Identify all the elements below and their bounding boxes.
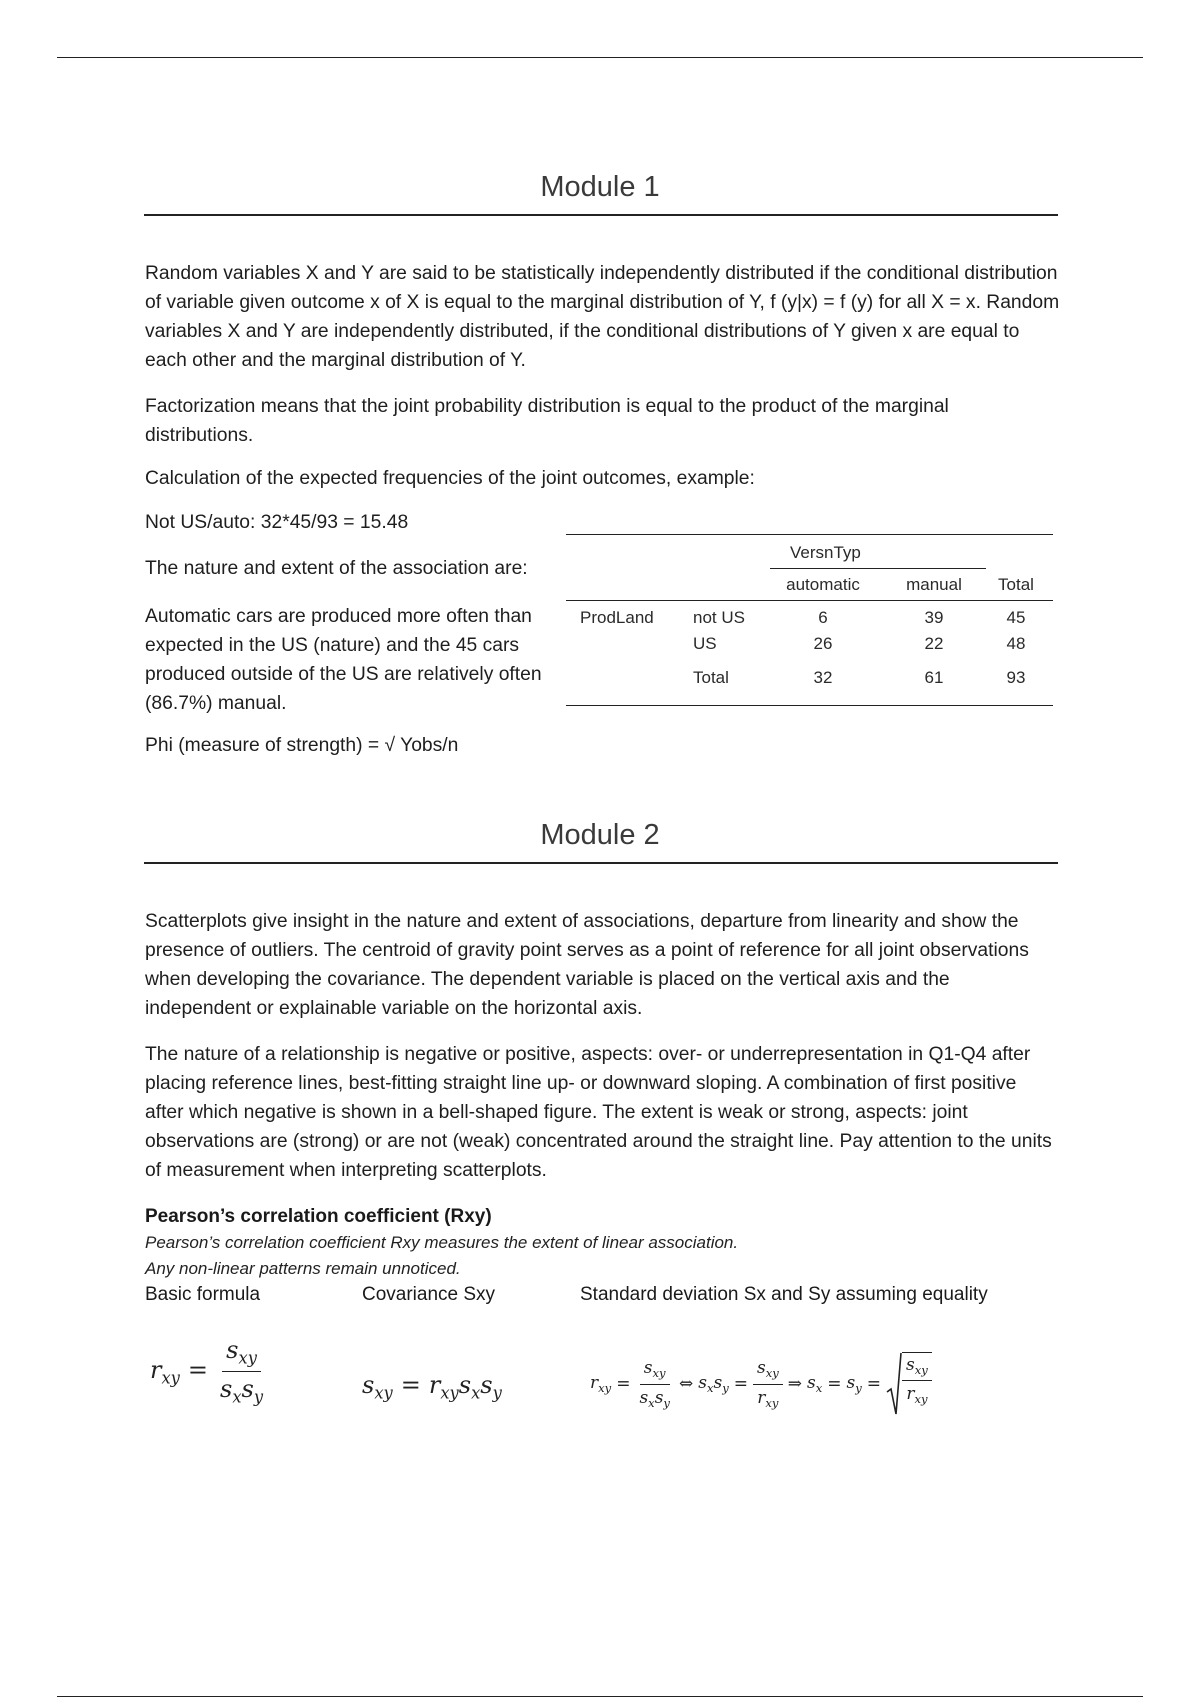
module-1-phi-formula: Phi (measure of strength) = √ Yobs/n bbox=[145, 735, 459, 756]
crosstab-col-header: Total bbox=[998, 575, 1034, 594]
page-top-rule bbox=[57, 57, 1143, 58]
crosstab-cell: 6 bbox=[818, 608, 828, 627]
crosstab-col-header: manual bbox=[906, 575, 962, 594]
crosstab-group-rule bbox=[770, 568, 986, 569]
crosstab-group-header: VersnTyp bbox=[790, 543, 861, 562]
module-1-expected-frequencies-intro: Calculation of the expected frequencies of the joint outcomes, example: bbox=[145, 468, 755, 489]
crosstab-row-label: not US bbox=[693, 608, 745, 627]
crosstab-top-rule bbox=[566, 534, 1053, 535]
crosstab-cell: 45 bbox=[1006, 608, 1026, 627]
crosstab-row-group-label: ProdLand bbox=[580, 608, 654, 627]
crosstab-header-rule bbox=[566, 600, 1053, 601]
formula-basic: $r_{xy}$ = $\frac{s_{xy}}{s_xs_y}$ bbox=[150, 1336, 264, 1407]
formula-std-dev: $r_{xy}$ = $\frac{s_{xy}}{s_xs_y}$ ⇔ $s_xs_y$ = $\frac{s_{xy}}{r_{xy}}$ ⇒ $s_x$ = $s_y$ = $\frac{s_{xy}}{r_{xy}}$ bbox=[590, 1352, 932, 1416]
module-1-association-text: Automatic cars are produced more often than expected in the US (nature) and the 45 cars produced outside of the US are relatively often (86.7%) manual. bbox=[145, 606, 542, 714]
crosstab-cell: 32 bbox=[813, 668, 833, 687]
crosstab-bottom-rule bbox=[566, 705, 1053, 706]
page-bottom-rule bbox=[57, 1696, 1143, 1697]
formula-covariance: $s_{xy} = r_{xy}s_xs_y$ bbox=[362, 1371, 502, 1403]
formula-label-std-dev: Standard deviation Sx and Sy assuming equality bbox=[580, 1284, 988, 1305]
module-1-title-rule bbox=[144, 214, 1058, 216]
crosstab-cell: 61 bbox=[924, 668, 944, 687]
module-2-title: Module 2 bbox=[540, 819, 660, 851]
crosstab-cell: 22 bbox=[924, 634, 944, 653]
module-2-paragraph-relationship: The nature of a relationship is negative or positive, aspects: over- or underrepresentation in Q1-Q4 after placing reference lines, best-fitting straight line up- or downward sloping. A combination of first positive after which negative is shown in a bell-shaped figure. The extent is weak or strong, aspects: joint observations are (strong) or are not (weak) concentrated around the straight line. Pay attention to the units of measurement when interpreting scatterplots. bbox=[145, 1044, 1052, 1181]
module-2-paragraph-scatterplots: Scatterplots give insight in the nature and extent of associations, departure from linearity and show the presence of outliers. The centroid of gravity point serves as a point of reference for all joint observations when developing the covariance. The dependent variable is placed on the vertical axis and the independent or explainable variable on the horizontal axis. bbox=[145, 911, 1029, 1019]
crosstab-cell: 26 bbox=[813, 634, 833, 653]
crosstab-cell: 93 bbox=[1006, 668, 1026, 687]
crosstab-row-label: Total bbox=[693, 668, 729, 687]
pearson-italic-note: Pearson’s correlation coefficient Rxy measures the extent of linear association. bbox=[145, 1233, 739, 1252]
crosstab-prodland-versntyp bbox=[566, 534, 1053, 709]
module-1-paragraph-factorization: Factorization means that the joint probability distribution is equal to the product of the marginal distributions. bbox=[145, 396, 949, 446]
module-1-paragraph-independence: Random variables X and Y are said to be statistically independently distributed if the conditional distribution of variable given outcome x of X is equal to the marginal distribution of Y, f (y|x) = f (y) for all X = x. Random variables X and Y are independently distributed, if the conditional distributions of Y given x are equal to each other and the marginal distribution of Y. bbox=[145, 263, 1060, 371]
crosstab-cell: 48 bbox=[1006, 634, 1026, 653]
formula-label-basic: Basic formula bbox=[145, 1284, 261, 1305]
formula-label-covariance: Covariance Sxy bbox=[362, 1284, 496, 1305]
pearson-heading: Pearson’s correlation coefficient (Rxy) bbox=[145, 1206, 492, 1227]
module-1-title: Module 1 bbox=[540, 171, 660, 203]
crosstab-row-label: US bbox=[693, 634, 717, 653]
sqrt-icon bbox=[886, 1352, 902, 1416]
module-2-title-rule bbox=[144, 862, 1058, 864]
module-1-association-heading: The nature and extent of the association are: bbox=[145, 558, 528, 579]
crosstab-cell: 39 bbox=[924, 608, 944, 627]
pearson-italic-note: Any non-linear patterns remain unnoticed. bbox=[145, 1259, 461, 1278]
crosstab-col-header: automatic bbox=[786, 575, 860, 594]
module-1-example-calculation: Not US/auto: 32*45/93 = 15.48 bbox=[145, 512, 409, 533]
